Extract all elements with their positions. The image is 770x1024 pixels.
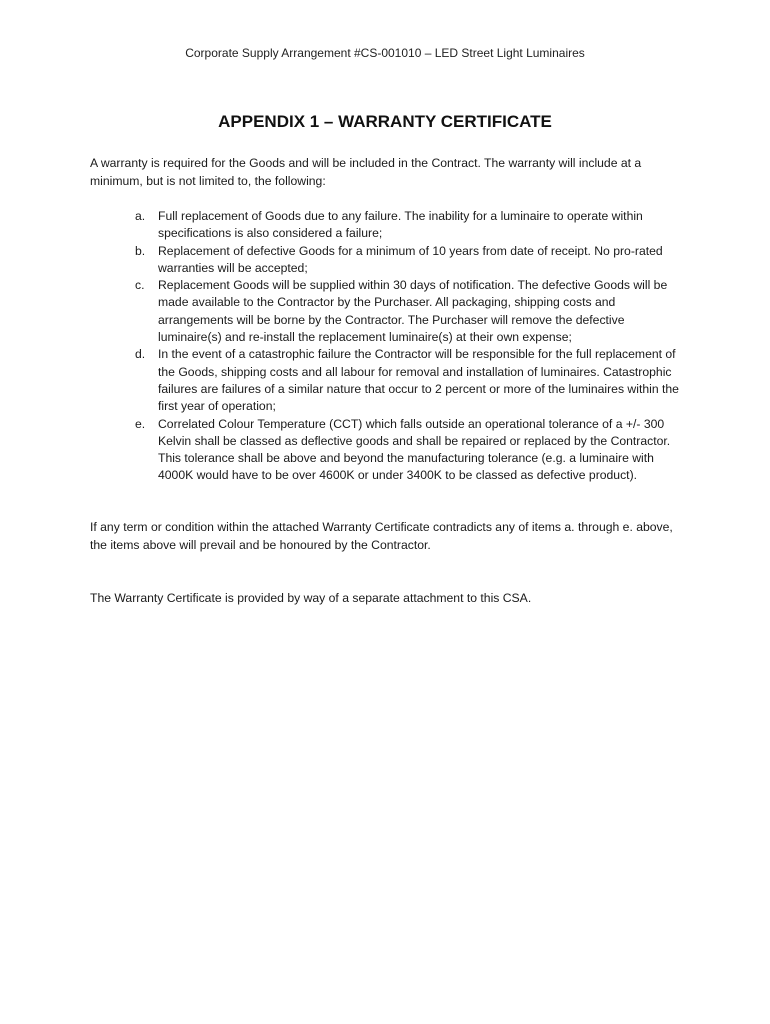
closing-paragraph: If any term or condition within the attached Warranty Certificate contradicts any of items a. through e. above, the items above will prevail and be honoured by the Contractor.: [90, 520, 673, 552]
attachment-note: The Warranty Certificate is provided by way of a separate attachment to this CSA.: [90, 591, 532, 605]
list-item: [90, 346, 690, 415]
intro-paragraph: A warranty is required for the Goods and will be included in the Contract. The warranty will include at a minimum, but is not limited to, the following:: [90, 156, 642, 188]
list-item-text: Replacement Goods will be supplied within 30 days of notification. The defective Goods will be made available to the Contractor by the Purchaser. All packaging, shipping costs and arrangements will be borne by the Contractor. The Purchaser will remove the defective luminaire(s) and re-install the replacement luminaire(s) at their own expense;: [158, 278, 668, 345]
list-item-text: Full replacement of Goods due to any failure. The inability for a luminaire to operate within specifications is also considered a failure;: [158, 209, 643, 241]
list-item: [90, 243, 690, 278]
list-item-text: Replacement of defective Goods for a minimum of 10 years from date of receipt. No pro-rated warranties will be accepted;: [158, 243, 663, 275]
list-marker: d.: [135, 347, 146, 362]
running-header: Corporate Supply Arrangement #CS-001010 – LED Street Light Luminaires: [185, 46, 585, 60]
warranty-requirements-list: [90, 208, 690, 485]
list-marker: a.: [135, 209, 146, 223]
list-item: [90, 208, 690, 243]
list-marker: e.: [135, 416, 146, 431]
page-title: APPENDIX 1 – WARRANTY CERTIFICATE: [218, 112, 552, 131]
list-item-text: In the event of a catastrophic failure the Contractor will be responsible for the full replacement of the Goods, shipping costs and all labour for removal and installation of luminaires. Catastrophic failures are failures of a similar nature that occur to 2 percent or more of the luminaires within the first year of operation;: [158, 347, 679, 414]
list-marker: b.: [135, 243, 146, 258]
list-marker: c.: [135, 278, 145, 293]
list-item: [90, 277, 690, 346]
list-item-text: Correlated Colour Temperature (CCT) which falls outside an operational tolerance of a +/- 300 Kelvin shall be classed as deflective goods and shall be repaired or replaced by the Contractor. This tolerance shall be above and beyond the manufacturing tolerance (e.g. a luminaire with 4000K would have to be over 4600K or under 3400K to be classed as defective product).: [158, 416, 671, 483]
list-item: [90, 416, 690, 485]
